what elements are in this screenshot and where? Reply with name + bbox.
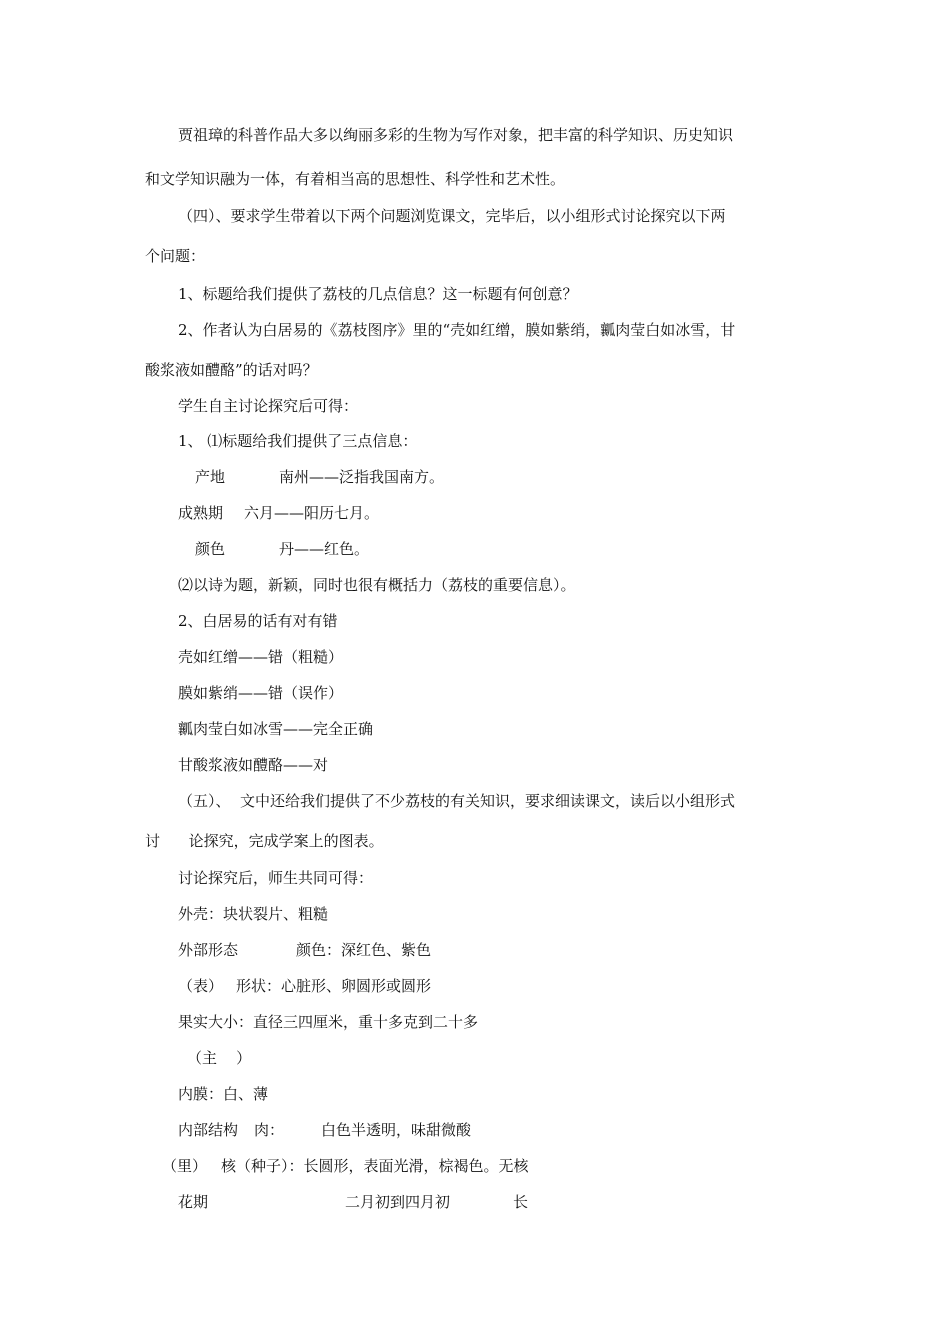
- seed-line: 核（种子）：长圆形，表面光滑，棕褐色。无核: [221, 1157, 529, 1175]
- shape-line: 形状：心脏形、卵圆形或圆形: [236, 977, 432, 995]
- place-label: 产地: [195, 468, 226, 486]
- answer-2-line-1: 壳如红缯——错（粗糙）: [178, 648, 344, 666]
- period-label: 成熟期: [178, 504, 224, 522]
- place-value: 南州——泛指我国南方。: [279, 468, 445, 486]
- question-2-line-2: 酸浆液如醴酪”的话对吗？: [145, 361, 318, 379]
- answer-2-line-2: 膜如紫绡——错（误作）: [178, 684, 344, 702]
- question-2-line-1: 2、作者认为白居易的《荔枝图序》里的“壳如红缯，膜如紫绡，瓤肉莹白如冰雪，甘: [178, 321, 736, 339]
- answer-1: 1、 ⑴标题给我们提供了三点信息：: [178, 432, 418, 450]
- zhu-label: （主 ）: [187, 1049, 252, 1067]
- question-1: 1、标题给我们提供了荔枝的几点信息？这一标题有何创意？: [178, 285, 578, 303]
- answer-1-part-2: ⑵以诗为题，新颖，同时也很有概括力（荔枝的重要信息）。: [178, 576, 576, 594]
- color-value: 丹——红色。: [279, 540, 370, 558]
- biao-label: （表）: [178, 977, 224, 995]
- section5-line-1: （五）、 文中还给我们提供了不少荔枝的有关知识，要求细读课文，读后以小组形式: [178, 792, 736, 810]
- intro-line-2: 和文学知识融为一体，有着相当高的思想性、科学性和艺术性。: [145, 170, 566, 188]
- period-value: 六月——阳历七月。: [244, 504, 380, 522]
- intro-line-1: 贾祖璋的科普作品大多以绚丽多彩的生物为写作对象，把丰富的科学知识、历史知识: [178, 126, 734, 144]
- membrane-line: 内膜：白、薄: [178, 1085, 269, 1103]
- section5-heading: 讨论探究后，师生共同可得：: [178, 869, 374, 887]
- answer-2-line-3: 瓤肉莹白如冰雪——完全正确: [178, 720, 374, 738]
- flesh-value: 白色半透明，味甜微酸: [321, 1121, 472, 1139]
- section4-line-1: （四）、要求学生带着以下两个问题浏览课文，完毕后，以小组形式讨论探究以下两: [178, 207, 726, 225]
- flower-label: 花期: [178, 1193, 209, 1211]
- answer-2: 2、白居易的话有对有错: [178, 612, 338, 630]
- exterior-color: 颜色：深红色、紫色: [296, 941, 432, 959]
- section5-line-2: 讨 论探究，完成学案上的图表。: [145, 832, 384, 850]
- flesh-label: 肉：: [254, 1121, 285, 1139]
- color-label: 颜色: [195, 540, 226, 558]
- answer-2-line-4: 甘酸浆液如醴酪——对: [178, 756, 329, 774]
- section4-line-2: 个问题：: [145, 247, 206, 265]
- answers-heading: 学生自主讨论探究后可得：: [178, 397, 359, 415]
- li-label: （里）: [162, 1157, 208, 1175]
- flower-value: 二月初到四月初: [345, 1193, 451, 1211]
- interior-label: 内部结构: [178, 1121, 239, 1139]
- chang-label: 长: [513, 1193, 529, 1211]
- size-line: 果实大小：直径三四厘米，重十多克到二十多: [178, 1013, 479, 1031]
- shell-line: 外壳：块状裂片、粗糙: [178, 905, 329, 923]
- exterior-label: 外部形态: [178, 941, 239, 959]
